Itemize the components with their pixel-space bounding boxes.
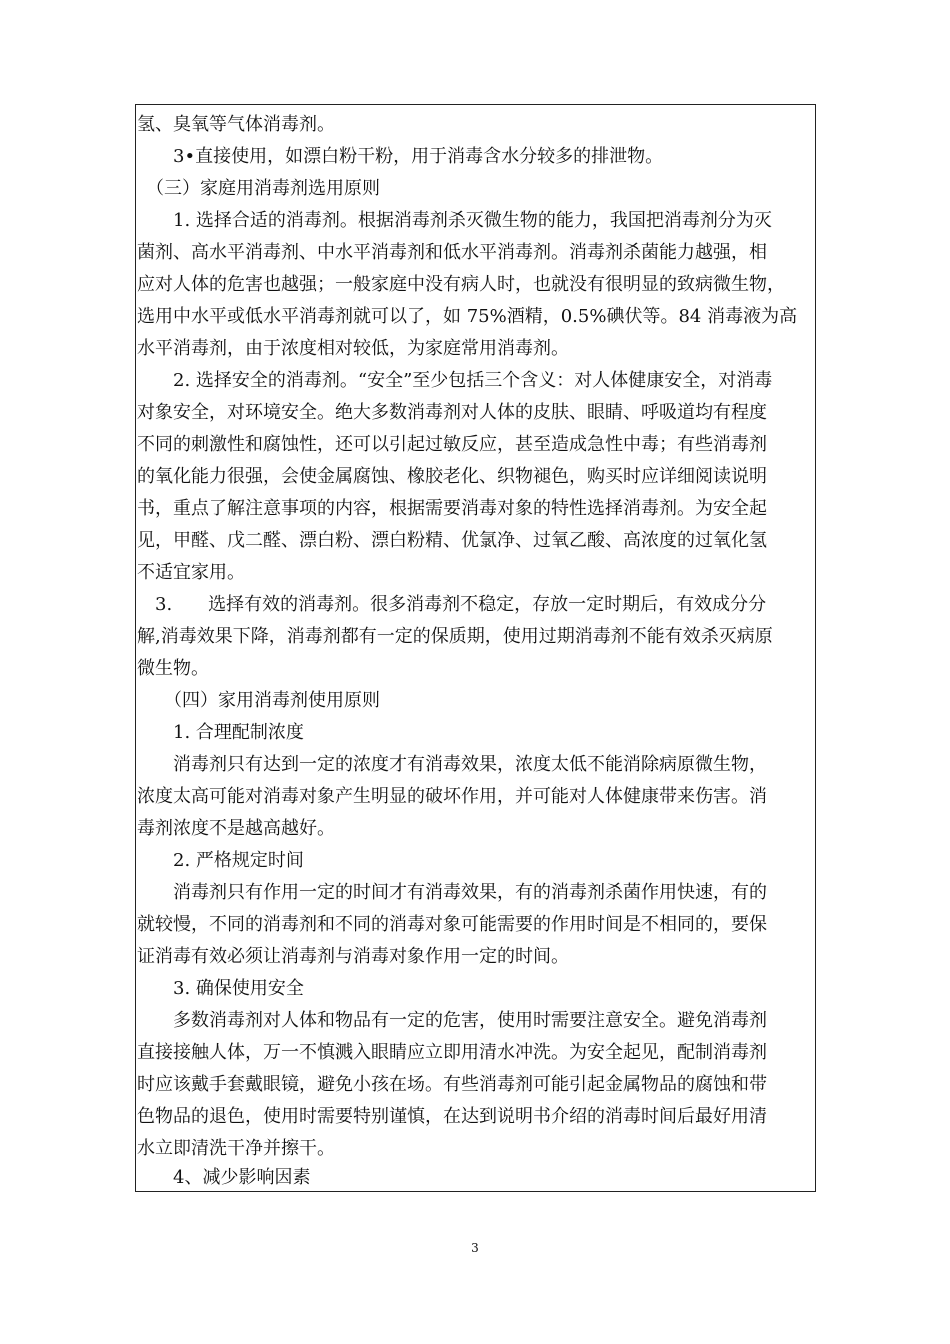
text-line: 就较慢，不同的消毒剂和不同的消毒对象可能需要的作用时间是不相同的，要保 [137,914,767,935]
text-line: 毒剂浓度不是越高越好。 [137,818,335,839]
text-line: 浓度太高可能对消毒对象产生明显的破坏作用，并可能对人体健康带来伤害。消 [137,786,767,807]
text-line: 氢、臭氧等气体消毒剂。 [137,114,335,135]
text-line: 时应该戴手套戴眼镜，避免小孩在场。有些消毒剂可能引起金属物品的腐蚀和带 [137,1074,767,1095]
text-line: 消毒剂只有作用一定的时间才有消毒效果，有的消毒剂杀菌作用快速，有的 [137,882,767,903]
text-line: 2. 选择安全的消毒剂。“安全”至少包括三个含义：对人体健康安全，对消毒 [137,370,773,391]
section-heading-3: （三）家庭用消毒剂选用原则 [137,178,380,199]
subheading: 2. 严格规定时间 [137,850,304,871]
subheading: 4、减少影响因素 [137,1167,311,1188]
page-number: 3 [471,1241,479,1255]
text-line: 书，重点了解注意事项的内容，根据需要消毒对象的特性选择消毒剂。为安全起 [137,498,767,519]
text-line: 水平消毒剂，由于浓度相对较低，为家庭常用消毒剂。 [137,338,569,359]
text-line: 对象安全，对环境安全。绝大多数消毒剂对人体的皮肤、眼睛、呼吸道均有程度 [137,402,767,423]
text-line: 3. 选择有效的消毒剂。很多消毒剂不稳定，存放一定时期后，有效成分分 [137,594,767,615]
text-line: 直接接触人体，万一不慎溅入眼睛应立即用清水冲洗。为安全起见，配制消毒剂 [137,1042,767,1063]
text-line: 菌剂、高水平消毒剂、中水平消毒剂和低水平消毒剂。消毒剂杀菌能力越强，相 [137,242,767,263]
subheading: 3. 确保使用安全 [137,978,304,999]
text-line: 微生物。 [137,658,209,679]
text-line: 水立即清洗干净并擦干。 [137,1138,335,1159]
text-line: 1. 选择合适的消毒剂。根据消毒剂杀灭微生物的能力，我国把消毒剂分为灭 [137,210,772,231]
section-heading-4: （四）家用消毒剂使用原则 [137,690,380,711]
text-line: 不同的刺激性和腐蚀性，还可以引起过敏反应，甚至造成急性中毒；有些消毒剂 [137,434,767,455]
text-line: 3•直接使用，如漂白粉干粉，用于消毒含水分较多的排泄物。 [137,146,664,167]
text-line: 解,消毒效果下降，消毒剂都有一定的保质期，使用过期消毒剂不能有效杀灭病原 [137,626,773,647]
subheading: 1. 合理配制浓度 [137,722,304,743]
text-line: 见，甲醛、戊二醛、漂白粉、漂白粉精、优氯净、过氧乙酸、高浓度的过氧化氢 [137,530,767,551]
text-line: 多数消毒剂对人体和物品有一定的危害，使用时需要注意安全。避免消毒剂 [137,1010,767,1031]
text-line: 不适宜家用。 [137,562,245,583]
text-line: 的氧化能力很强，会使金属腐蚀、橡胶老化、织物褪色，购买时应详细阅读说明 [137,466,767,487]
text-line: 消毒剂只有达到一定的浓度才有消毒效果，浓度太低不能消除病原微生物， [137,754,767,775]
text-line: 选用中水平或低水平消毒剂就可以了，如 75%酒精，0.5%碘伏等。84 消毒液为高 [137,306,798,327]
text-line: 色物品的退色，使用时需要特别谨慎，在达到说明书介绍的消毒时间后最好用清 [137,1106,767,1127]
text-line: 证消毒有效必须让消毒剂与消毒对象作用一定的时间。 [137,946,569,967]
text-line: 应对人体的危害也越强；一般家庭中没有病人时，也就没有很明显的致病微生物， [137,274,785,295]
